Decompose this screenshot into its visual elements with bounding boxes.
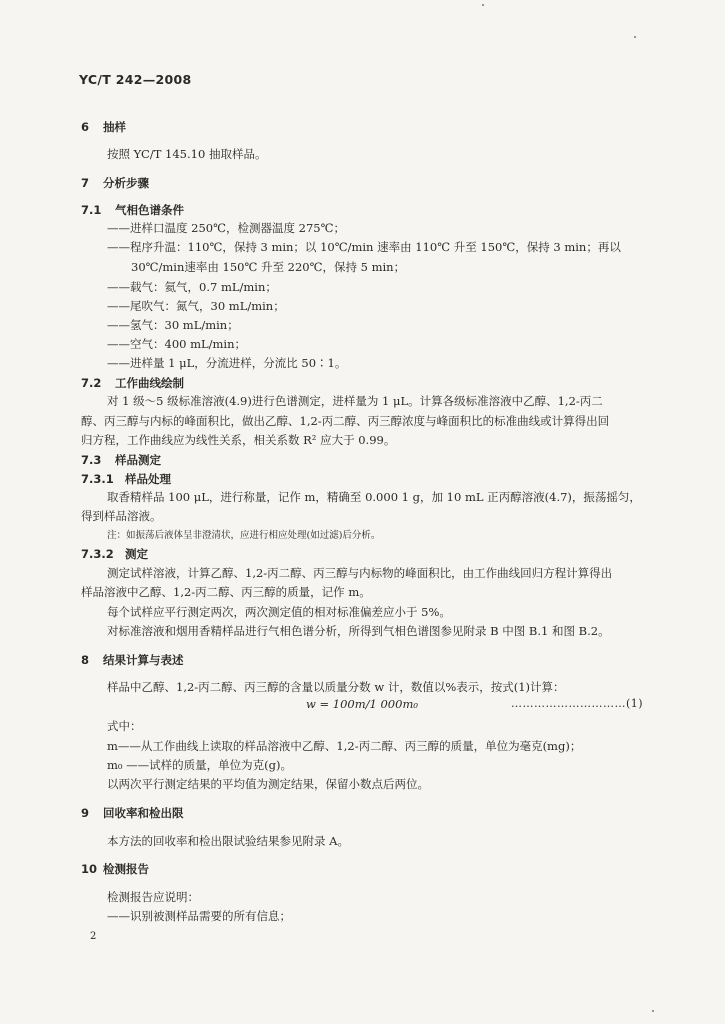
- variable-definition: m——从工作曲线上读取的样品溶液中乙醇、1,2-丙二醇、丙三醇的质量，单位为毫克(mg)；: [107, 739, 582, 753]
- list-item: ——空气：400 mL/min；: [107, 337, 247, 351]
- section-number: 7.2: [81, 376, 102, 390]
- section-title: 检测报告: [103, 862, 149, 876]
- section-7-heading: [81, 176, 149, 190]
- section-title: 气相色谱条件: [115, 203, 184, 217]
- section-number: 7.3.2: [81, 547, 114, 561]
- list-item: ——氢气：30 mL/min；: [107, 318, 239, 332]
- section-number: 7.1: [81, 203, 102, 217]
- list-item: ——程序升温：110℃，保持 3 min；以 10℃/min 速率由 110℃ 升至 150℃，保持 3 min；再以: [107, 240, 621, 254]
- paragraph-line: 样品中乙醇、1,2-丙二醇、丙三醇的含量以质量分数 w 计，数值以%表示，按式(1)计算：: [107, 680, 565, 694]
- section-6-heading: [81, 120, 126, 134]
- paragraph-line: 取香精样品 100 μL，进行称量，记作 m，精确至 0.000 1 g，加 10 mL 正丙醇溶液(4.7)，振荡摇匀，: [107, 490, 641, 504]
- section-title: 工作曲线绘制: [115, 376, 184, 390]
- section-number: 10: [81, 862, 98, 876]
- list-item: ——识别被测样品需要的所有信息；: [107, 909, 291, 923]
- formula-number: …………………………(1): [511, 697, 644, 710]
- section-7-1-heading: [81, 203, 184, 217]
- variable-definition: m₀ ——试样的质量，单位为克(g)。: [107, 758, 293, 772]
- paragraph-line: 对标准溶液和烟用香精样品进行气相色谱分析，所得到气相色谱图参见附录 B 中图 B.1 和图 B.2。: [107, 624, 610, 638]
- section-9-heading: [81, 806, 184, 820]
- section-8-heading: [81, 653, 184, 667]
- section-6-body: 按照 YC/T 145.10 抽取样品。: [107, 147, 267, 161]
- section-title: 回收率和检出限: [103, 806, 184, 820]
- paragraph-line: 对 1 级～5 级标准溶液(4.9)进行色谱测定，进样量为 1 μL。计算各级标准溶液中乙醇、1,2-丙二: [107, 394, 603, 408]
- note: 注：如振荡后液体呈非澄清状，应进行相应处理(如过滤)后分析。: [107, 530, 381, 541]
- formula: w = 100m/1 000m₀: [306, 697, 418, 711]
- section-7-3-heading: [81, 453, 161, 467]
- list-item: ——进样口温度 250℃，检测器温度 275℃；: [107, 221, 345, 235]
- section-title: 测定: [125, 547, 148, 561]
- paragraph-line: 以两次平行测定结果的平均值为测定结果，保留小数点后两位。: [107, 777, 429, 791]
- paragraph-line: 检测报告应说明：: [107, 890, 199, 904]
- section-title: 抽样: [103, 120, 126, 134]
- scan-speck: [482, 4, 484, 6]
- section-number: 7.3.1: [81, 472, 114, 486]
- list-item: ——载气：氦气，0.7 mL/min；: [107, 280, 277, 294]
- paragraph-line: 本方法的回收率和检出限试验结果参见附录 A。: [107, 834, 349, 848]
- paragraph-line: 得到样品溶液。: [81, 509, 162, 523]
- section-title: 分析步骤: [103, 176, 149, 190]
- where-label: 式中：: [107, 719, 142, 733]
- list-item-continuation: 30℃/min速率由 150℃ 升至 220℃，保持 5 min；: [131, 260, 406, 274]
- scan-speck: [634, 36, 636, 38]
- section-10-heading: [81, 862, 149, 876]
- section-title: 样品测定: [115, 453, 161, 467]
- section-7-3-1-heading: [81, 472, 171, 486]
- paragraph-line: 样品溶液中乙醇、1,2-丙二醇、丙三醇的质量，记作 m。: [81, 585, 371, 599]
- section-number: 7.3: [81, 453, 102, 467]
- section-title: 样品处理: [125, 472, 171, 486]
- section-number: 9: [81, 806, 90, 820]
- section-7-2-heading: [81, 376, 184, 390]
- scan-speck: [652, 1010, 654, 1012]
- paragraph-line: 归方程，工作曲线应为线性关系，相关系数 R² 应大于 0.99。: [81, 433, 396, 447]
- section-number: 8: [81, 653, 90, 667]
- section-7-3-2-heading: [81, 547, 148, 561]
- paragraph-line: 测定试样溶液，计算乙醇、1,2-丙二醇、丙三醇与内标物的峰面积比，由工作曲线回归方程计算得出: [107, 566, 613, 580]
- standard-code-header: YC/T 242—2008: [79, 72, 192, 87]
- list-item: ——进样量 1 μL，分流进样，分流比 50∶1。: [107, 356, 347, 370]
- section-number: 6: [81, 120, 90, 134]
- section-title: 结果计算与表述: [103, 653, 184, 667]
- page-number: 2: [90, 931, 97, 942]
- paragraph-line: 每个试样应平行测定两次，两次测定值的相对标准偏差应小于 5%。: [107, 605, 451, 619]
- list-item: ——尾吹气：氮气，30 mL/min；: [107, 299, 285, 313]
- paragraph-line: 醇、丙三醇与内标的峰面积比，做出乙醇、1,2-丙二醇、丙三醇浓度与峰面积比的标准曲线或计算得出回: [81, 414, 610, 428]
- section-number: 7: [81, 176, 90, 190]
